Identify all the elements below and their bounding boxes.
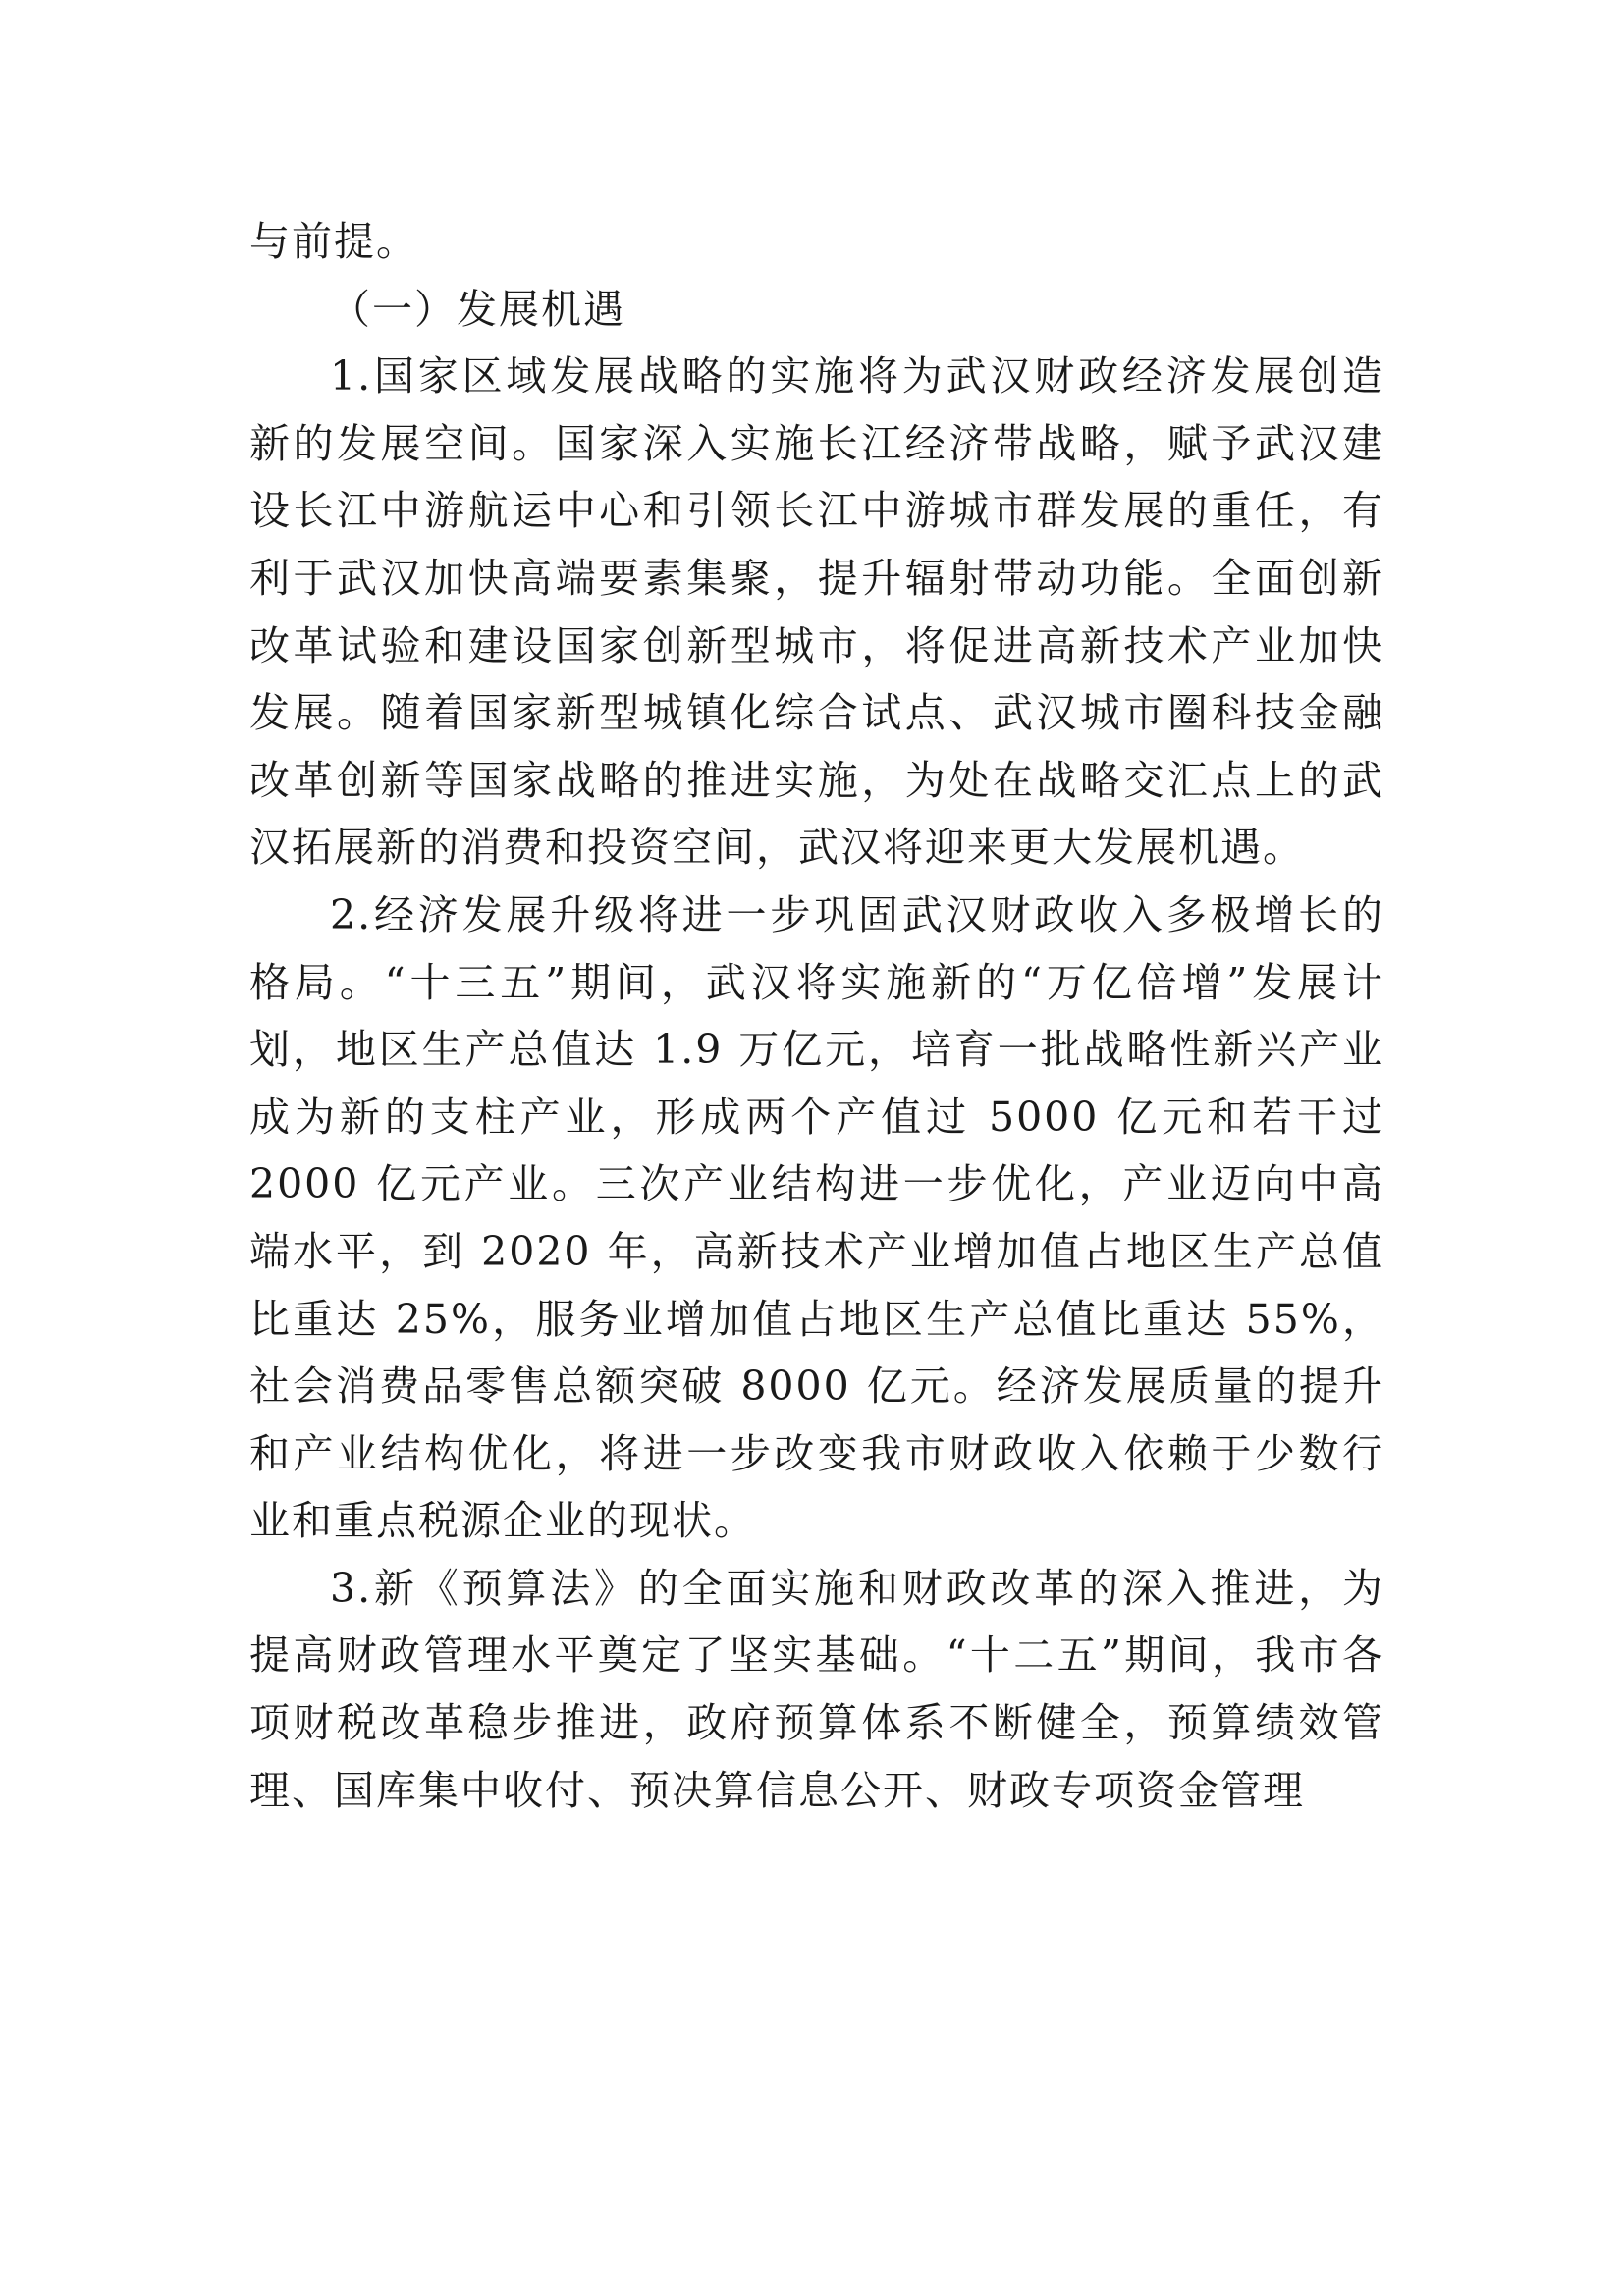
paragraph-continuation: 与前提。	[249, 218, 418, 265]
document-body	[249, 208, 1384, 1824]
paragraph-opportunity-1: 1.国家区域发展战略的实施将为武汉财政经济发展创造新的发展空间。国家深入实施长江经济带战略，赋予武汉建设长江中游航运中心和引领长江中游城市群发展的重任，有利于武汉加快高端要素集聚，提升辐射带动功能。全面创新改革试验和建设国家创新型城市，将促进高新技术产业加快发展。随着国家新型城镇化综合试点、武汉城市圈科技金融改革创新等国家战略的推进实施，为处在战略交汇点上的武汉拓展新的消费和投资空间，武汉将迎来更大发展机遇。	[249, 352, 1384, 872]
paragraph-opportunity-3: 3.新《预算法》的全面实施和财政改革的深入推进，为提高财政管理水平奠定了坚实基础。“十二五”期间，我市各项财税改革稳步推进，政府预算体系不断健全，预算绩效管理、国库集中收付、预决算信息公开、财政专项资金管理	[249, 1564, 1384, 1814]
section-heading: （一）发展机遇	[330, 285, 625, 333]
paragraph-opportunity-2: 2.经济发展升级将进一步巩固武汉财政收入多极增长的格局。“十三五”期间，武汉将实施新的“万亿倍增”发展计划，地区生产总值达 1.9 万亿元，培育一批战略性新兴产业成为新的支柱产业，形成两个产值过 5000 亿元和若干过 2000 亿元产业。三次产业结构进一步优化，产业迈向中高端水平，到 2020 年，高新技术产业增加值占地区生产总值比重达 25%，服务业增加值占地区生产总值比重达 55%，社会消费品零售总额突破 8000 亿元。经济发展质量的提升和产业结构优化，将进一步改变我市财政收入依赖于少数行业和重点税源企业的现状。	[249, 890, 1384, 1545]
